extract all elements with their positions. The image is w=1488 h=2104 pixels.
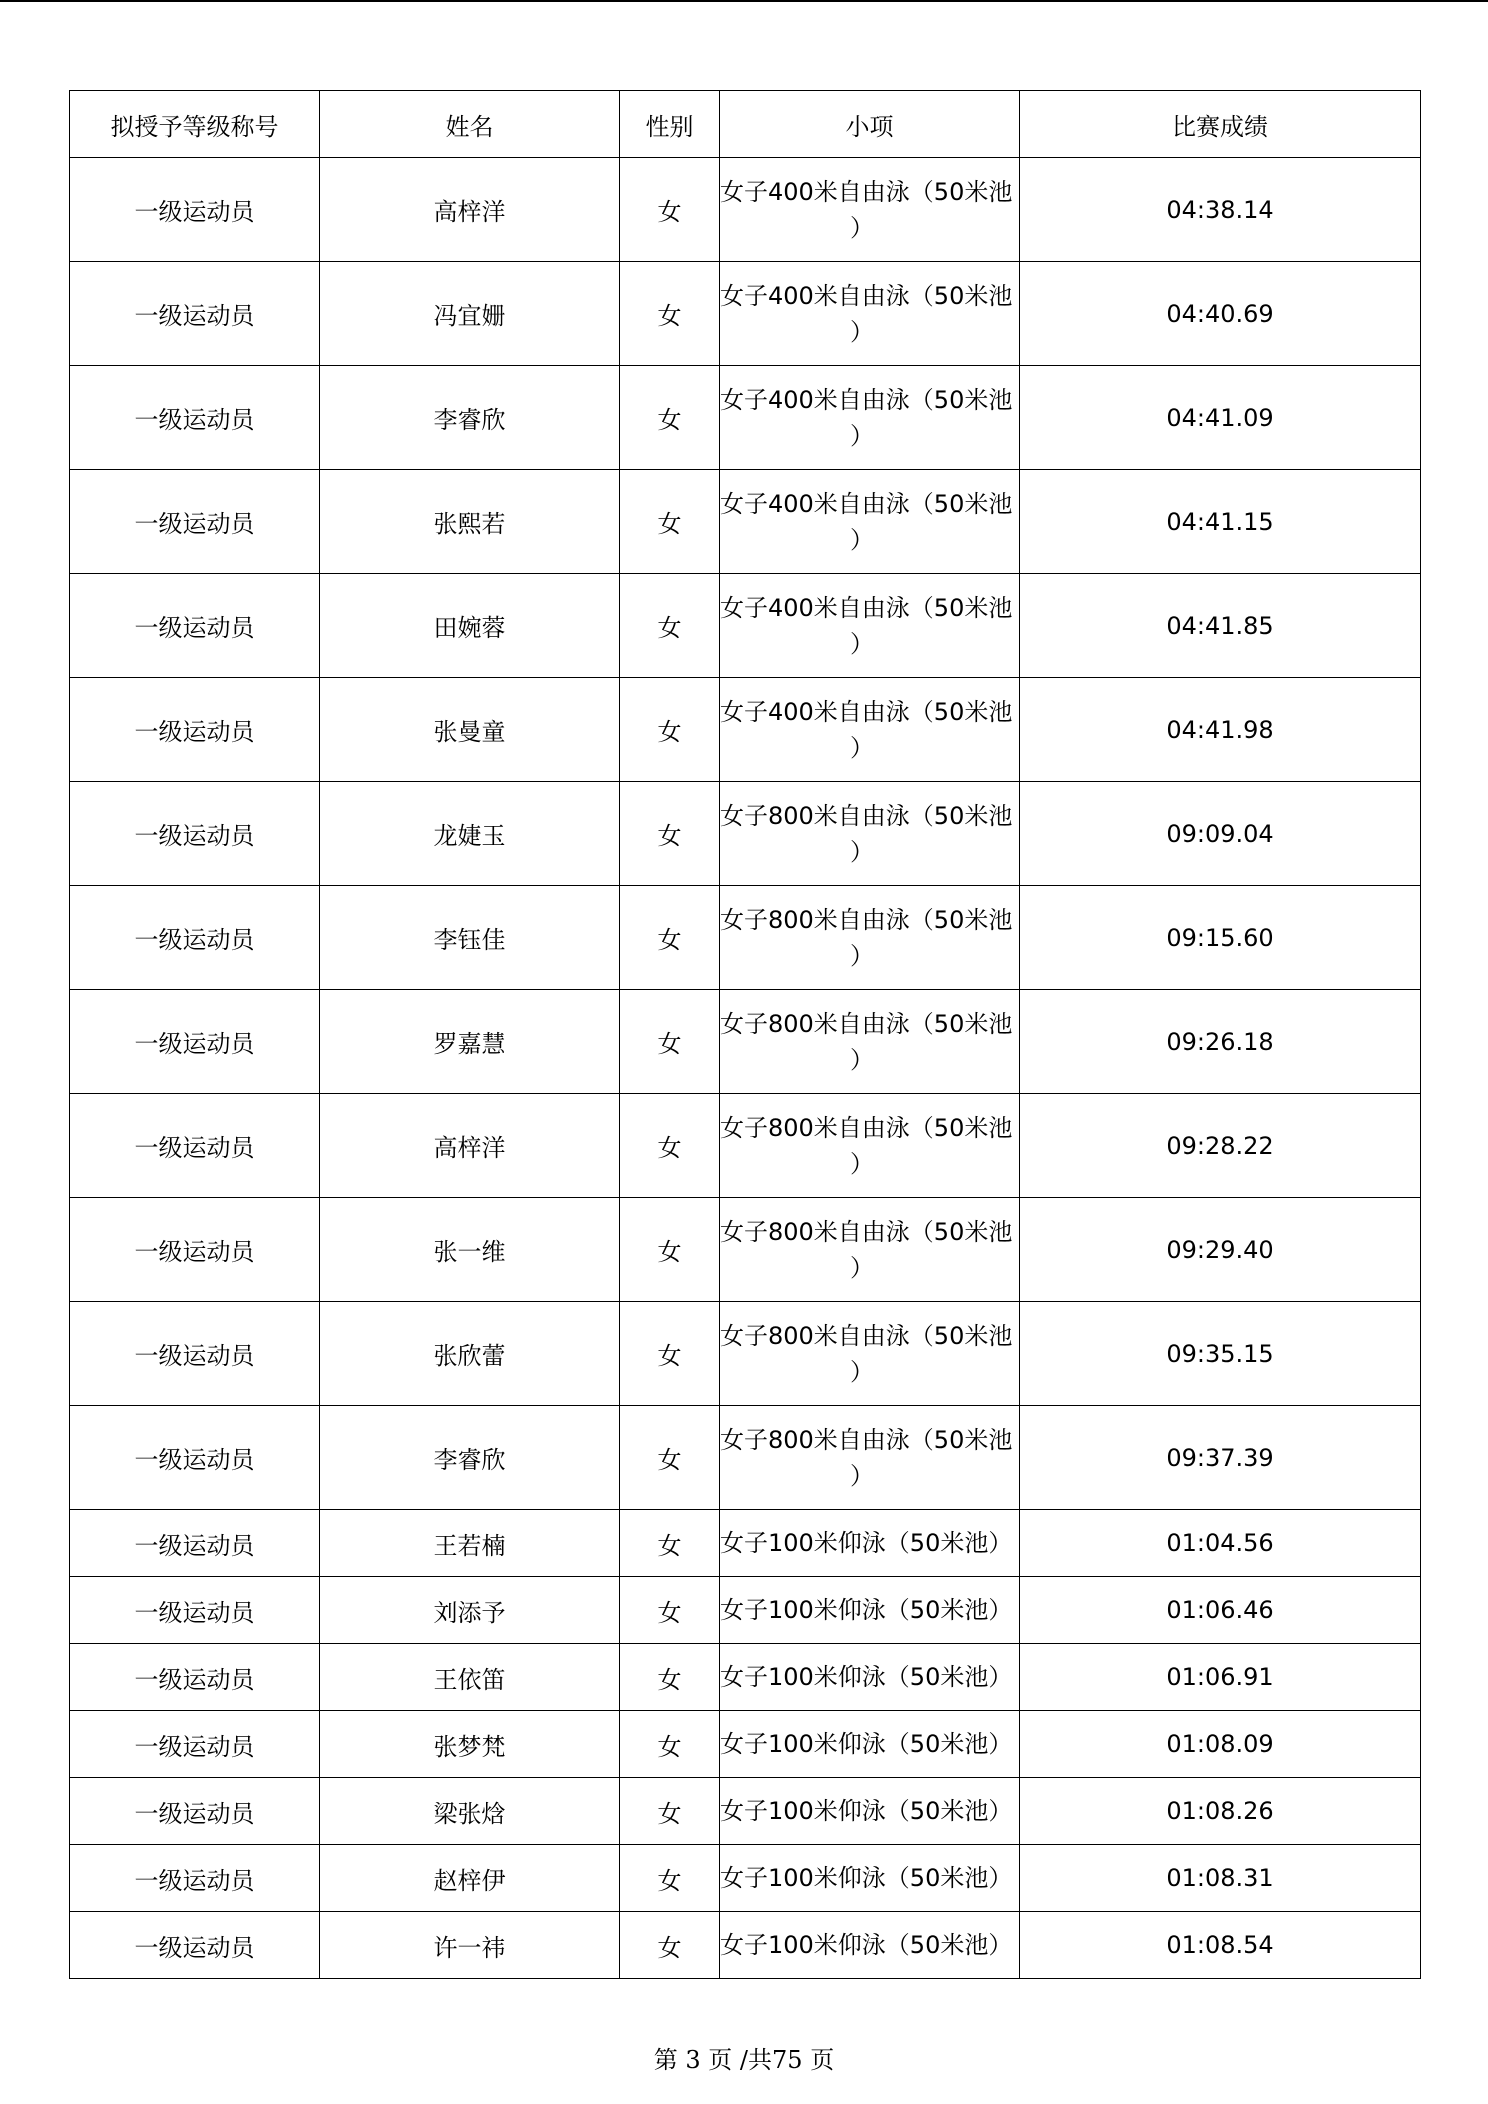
table-row bbox=[70, 366, 1421, 470]
cell-result: 09:37.39 bbox=[1020, 1406, 1421, 1510]
cell-name: 冯宜姗 bbox=[320, 262, 620, 366]
cell-result: 09:29.40 bbox=[1020, 1198, 1421, 1302]
header-result: 比赛成绩 bbox=[1020, 91, 1421, 158]
cell-name: 王若楠 bbox=[320, 1510, 620, 1577]
cell-result: 04:38.14 bbox=[1020, 158, 1421, 262]
cell-gender: 女 bbox=[620, 990, 720, 1094]
cell-event bbox=[720, 1406, 1020, 1510]
cell-event bbox=[720, 366, 1020, 470]
cell-result: 09:28.22 bbox=[1020, 1094, 1421, 1198]
cell-name: 龙婕玉 bbox=[320, 782, 620, 886]
event-line-1: 女子400米自由泳（50米池 bbox=[720, 177, 1013, 206]
cell-gender: 女 bbox=[620, 1778, 720, 1845]
cell-level: 一级运动员 bbox=[70, 262, 320, 366]
cell-level: 一级运动员 bbox=[70, 1302, 320, 1406]
table-row bbox=[70, 1094, 1421, 1198]
cell-result: 04:40.69 bbox=[1020, 262, 1421, 366]
event-line-2: ） bbox=[850, 213, 874, 242]
event-line-1: 女子800米自由泳（50米池 bbox=[720, 801, 1013, 830]
event-line-1: 女子800米自由泳（50米池 bbox=[720, 905, 1013, 934]
cell-name: 赵梓伊 bbox=[320, 1845, 620, 1912]
cell-gender: 女 bbox=[620, 470, 720, 574]
cell-gender: 女 bbox=[620, 1198, 720, 1302]
event-line-2: ） bbox=[850, 733, 874, 762]
cell-level: 一级运动员 bbox=[70, 366, 320, 470]
cell-name: 高梓洋 bbox=[320, 158, 620, 262]
cell-gender: 女 bbox=[620, 366, 720, 470]
cell-gender: 女 bbox=[620, 782, 720, 886]
cell-result: 09:15.60 bbox=[1020, 886, 1421, 990]
cell-name: 李睿欣 bbox=[320, 1406, 620, 1510]
table-row bbox=[70, 1577, 1421, 1644]
cell-gender: 女 bbox=[620, 158, 720, 262]
event-line-1: 女子800米自由泳（50米池 bbox=[720, 1113, 1013, 1142]
table-row bbox=[70, 886, 1421, 990]
cell-level: 一级运动员 bbox=[70, 158, 320, 262]
cell-level: 一级运动员 bbox=[70, 990, 320, 1094]
event-line-2: ） bbox=[850, 1357, 874, 1386]
table-row bbox=[70, 1510, 1421, 1577]
cell-name: 王依笛 bbox=[320, 1644, 620, 1711]
cell-level: 一级运动员 bbox=[70, 574, 320, 678]
cell-event bbox=[720, 782, 1020, 886]
table-row bbox=[70, 1406, 1421, 1510]
event-line-1: 女子400米自由泳（50米池 bbox=[720, 281, 1013, 310]
event-line-1: 女子100米仰泳（50米池） bbox=[720, 1797, 1013, 1825]
event-line-1: 女子100米仰泳（50米池） bbox=[720, 1663, 1013, 1691]
cell-result: 01:06.91 bbox=[1020, 1644, 1421, 1711]
table-row bbox=[70, 782, 1421, 886]
event-line-2: ） bbox=[850, 941, 874, 970]
cell-level: 一级运动员 bbox=[70, 1711, 320, 1778]
cell-gender: 女 bbox=[620, 574, 720, 678]
cell-event bbox=[720, 1778, 1020, 1845]
cell-gender: 女 bbox=[620, 1406, 720, 1510]
event-line-1: 女子800米自由泳（50米池 bbox=[720, 1321, 1013, 1350]
cell-gender: 女 bbox=[620, 1510, 720, 1577]
header-event: 小项 bbox=[720, 91, 1020, 158]
cell-level: 一级运动员 bbox=[70, 1577, 320, 1644]
cell-result: 04:41.09 bbox=[1020, 366, 1421, 470]
cell-name: 罗嘉慧 bbox=[320, 990, 620, 1094]
cell-event bbox=[720, 1577, 1020, 1644]
cell-name: 李钰佳 bbox=[320, 886, 620, 990]
cell-event bbox=[720, 1302, 1020, 1406]
table-row bbox=[70, 470, 1421, 574]
cell-level: 一级运动员 bbox=[70, 782, 320, 886]
event-line-1: 女子100米仰泳（50米池） bbox=[720, 1864, 1013, 1892]
table-row bbox=[70, 1644, 1421, 1711]
cell-level: 一级运动员 bbox=[70, 1644, 320, 1711]
table-row bbox=[70, 990, 1421, 1094]
cell-gender: 女 bbox=[620, 1644, 720, 1711]
cell-event bbox=[720, 678, 1020, 782]
table-row bbox=[70, 262, 1421, 366]
cell-event bbox=[720, 1845, 1020, 1912]
cell-event bbox=[720, 990, 1020, 1094]
table-row bbox=[70, 1912, 1421, 1979]
cell-event bbox=[720, 1094, 1020, 1198]
event-line-1: 女子400米自由泳（50米池 bbox=[720, 385, 1013, 414]
event-line-2: ） bbox=[850, 317, 874, 346]
cell-event bbox=[720, 470, 1020, 574]
table-header-row bbox=[70, 91, 1421, 158]
cell-level: 一级运动员 bbox=[70, 1510, 320, 1577]
cell-result: 01:08.26 bbox=[1020, 1778, 1421, 1845]
cell-level: 一级运动员 bbox=[70, 1845, 320, 1912]
cell-name: 许一祎 bbox=[320, 1912, 620, 1979]
event-line-1: 女子100米仰泳（50米池） bbox=[720, 1730, 1013, 1758]
event-line-1: 女子800米自由泳（50米池 bbox=[720, 1009, 1013, 1038]
event-line-1: 女子100米仰泳（50米池） bbox=[720, 1596, 1013, 1624]
cell-name: 高梓洋 bbox=[320, 1094, 620, 1198]
cell-gender: 女 bbox=[620, 1912, 720, 1979]
cell-event bbox=[720, 1198, 1020, 1302]
event-line-1: 女子400米自由泳（50米池 bbox=[720, 593, 1013, 622]
cell-name: 梁张焓 bbox=[320, 1778, 620, 1845]
cell-level: 一级运动员 bbox=[70, 1198, 320, 1302]
cell-name: 张曼童 bbox=[320, 678, 620, 782]
cell-result: 09:26.18 bbox=[1020, 990, 1421, 1094]
cell-gender: 女 bbox=[620, 1845, 720, 1912]
cell-name: 李睿欣 bbox=[320, 366, 620, 470]
header-level: 拟授予等级称号 bbox=[70, 91, 320, 158]
event-line-1: 女子400米自由泳（50米池 bbox=[720, 697, 1013, 726]
cell-result: 01:04.56 bbox=[1020, 1510, 1421, 1577]
cell-result: 01:08.31 bbox=[1020, 1845, 1421, 1912]
event-line-2: ） bbox=[850, 1253, 874, 1282]
header-gender: 性别 bbox=[620, 91, 720, 158]
cell-gender: 女 bbox=[620, 262, 720, 366]
cell-name: 张熙若 bbox=[320, 470, 620, 574]
cell-gender: 女 bbox=[620, 886, 720, 990]
header-name: 姓名 bbox=[320, 91, 620, 158]
table-row bbox=[70, 158, 1421, 262]
event-line-2: ） bbox=[850, 525, 874, 554]
cell-level: 一级运动员 bbox=[70, 1406, 320, 1510]
page-footer: 第 3 页 /共75 页 bbox=[653, 2046, 835, 2074]
cell-event bbox=[720, 262, 1020, 366]
cell-result: 09:35.15 bbox=[1020, 1302, 1421, 1406]
cell-gender: 女 bbox=[620, 678, 720, 782]
table-row bbox=[70, 1711, 1421, 1778]
cell-name: 田婉蓉 bbox=[320, 574, 620, 678]
event-line-2: ） bbox=[850, 421, 874, 450]
cell-event bbox=[720, 1644, 1020, 1711]
table-row bbox=[70, 574, 1421, 678]
cell-name: 刘添予 bbox=[320, 1577, 620, 1644]
cell-name: 张梦梵 bbox=[320, 1711, 620, 1778]
cell-level: 一级运动员 bbox=[70, 470, 320, 574]
cell-result: 04:41.85 bbox=[1020, 574, 1421, 678]
cell-gender: 女 bbox=[620, 1577, 720, 1644]
cell-name: 张一维 bbox=[320, 1198, 620, 1302]
table-row bbox=[70, 678, 1421, 782]
page-top-rule bbox=[0, 0, 1488, 2]
cell-event bbox=[720, 574, 1020, 678]
results-table bbox=[69, 90, 1421, 1979]
cell-event bbox=[720, 1510, 1020, 1577]
cell-result: 04:41.15 bbox=[1020, 470, 1421, 574]
cell-gender: 女 bbox=[620, 1302, 720, 1406]
event-line-1: 女子400米自由泳（50米池 bbox=[720, 489, 1013, 518]
event-line-2: ） bbox=[850, 1461, 874, 1490]
event-line-2: ） bbox=[850, 1045, 874, 1074]
cell-event bbox=[720, 1912, 1020, 1979]
cell-event bbox=[720, 1711, 1020, 1778]
cell-gender: 女 bbox=[620, 1094, 720, 1198]
table-row bbox=[70, 1778, 1421, 1845]
table-row bbox=[70, 1302, 1421, 1406]
cell-level: 一级运动员 bbox=[70, 1778, 320, 1845]
event-line-2: ） bbox=[850, 629, 874, 658]
cell-result: 01:08.09 bbox=[1020, 1711, 1421, 1778]
cell-result: 04:41.98 bbox=[1020, 678, 1421, 782]
cell-event bbox=[720, 158, 1020, 262]
cell-result: 09:09.04 bbox=[1020, 782, 1421, 886]
table-body bbox=[70, 158, 1421, 1979]
cell-level: 一级运动员 bbox=[70, 678, 320, 782]
cell-level: 一级运动员 bbox=[70, 1094, 320, 1198]
cell-name: 张欣蕾 bbox=[320, 1302, 620, 1406]
table-row bbox=[70, 1845, 1421, 1912]
event-line-1: 女子800米自由泳（50米池 bbox=[720, 1217, 1013, 1246]
cell-gender: 女 bbox=[620, 1711, 720, 1778]
event-line-2: ） bbox=[850, 1149, 874, 1178]
event-line-1: 女子100米仰泳（50米池） bbox=[720, 1529, 1013, 1557]
event-line-1: 女子800米自由泳（50米池 bbox=[720, 1425, 1013, 1454]
cell-level: 一级运动员 bbox=[70, 1912, 320, 1979]
cell-level: 一级运动员 bbox=[70, 886, 320, 990]
cell-result: 01:08.54 bbox=[1020, 1912, 1421, 1979]
table-row bbox=[70, 1198, 1421, 1302]
event-line-2: ） bbox=[850, 837, 874, 866]
cell-event bbox=[720, 886, 1020, 990]
event-line-1: 女子100米仰泳（50米池） bbox=[720, 1931, 1013, 1959]
cell-result: 01:06.46 bbox=[1020, 1577, 1421, 1644]
